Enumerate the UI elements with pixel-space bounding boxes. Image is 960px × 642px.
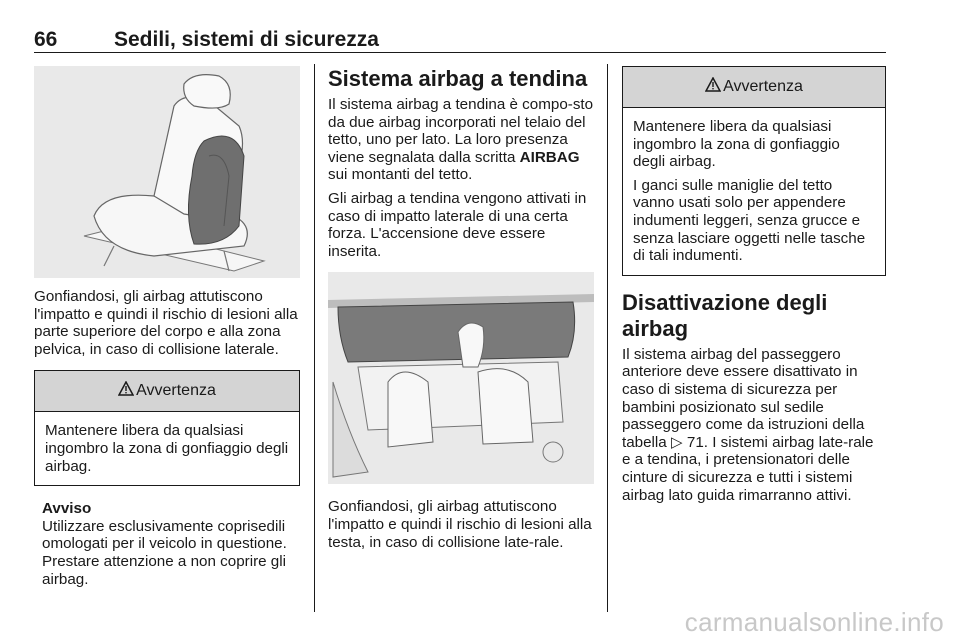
warning-header (623, 67, 885, 108)
arrow-reference-icon: ▷ (670, 433, 687, 451)
curtain-text-a: Il sistema airbag a tendina è compo-sto da due airbag incorporati nel telaio del tetto, uno per lato. La loro presenza viene segnalata dalla scritta (328, 96, 594, 166)
column-middle (328, 66, 596, 551)
warning-title: Avvertenza (723, 78, 803, 95)
page-reference[interactable]: 71 (686, 433, 704, 451)
curtain-airbag-heading: Sistema airbag a tendina (328, 66, 588, 91)
column-divider (314, 64, 315, 612)
warning-box (34, 370, 300, 486)
curtain-airbag-paragraph-2: Gli airbag a tendina vengono attivati in caso di impatto laterale di una certa forza. L'accensione deve essere inserita. (328, 189, 587, 260)
seat-drawing (34, 66, 300, 278)
note-text: Utilizzare esclusivamente coprisedili omologati per il veicolo in questione. Prestare attenzione a non coprire gli airbag. (42, 517, 287, 588)
note-block (34, 500, 300, 588)
column-left (34, 66, 300, 588)
warning-triangle-icon (705, 77, 721, 97)
car-interior-illustration (328, 272, 594, 484)
deactivation-paragraph (622, 346, 886, 504)
deactivation-text-a: Il sistema airbag del passeggero anteriore deve essere disattivato in caso di sistema di sicurezza per bambini posizionato sul sedile passeggero come da istruzioni della tabella (622, 345, 865, 451)
deactivation-heading: Disattivazione degli airbag (622, 289, 828, 341)
watermark: carmanualsonline.info (684, 607, 944, 637)
note-title: Avviso (42, 500, 92, 518)
warning-text-1: Mantenere libera da qualsiasi ingombro la zona di gonfiaggio degli airbag. (633, 118, 840, 171)
deactivation-text-b: . I sistemi airbag late-rale e a tendina, i pretensionatori delle cinture di sicurezza e tutti i sistemi airbag lato guida rimarranno attivi. (622, 433, 874, 504)
warning-body (623, 108, 885, 275)
page-header (34, 26, 886, 53)
seat-figure-caption: Gonfiandosi, gli airbag attutiscono l'impatto e quindi il rischio di lesioni alla parte superiore del corpo e alla zona pelvica, in caso di collisione laterale. (34, 288, 298, 358)
curtain-airbag-paragraph-1 (328, 96, 596, 184)
seat-airbag-illustration (34, 66, 300, 278)
warning-triangle-icon (118, 381, 134, 401)
section-title: Sedili, sistemi di sicurezza (114, 28, 379, 51)
warning-body (35, 412, 299, 485)
column-divider (607, 64, 608, 612)
airbag-label: AIRBAG (519, 148, 580, 166)
warning-text: Mantenere libera da qualsiasi ingombro la zona di gonfiaggio degli airbag. (45, 422, 289, 475)
column-right (622, 66, 886, 504)
car-figure-caption: Gonfiandosi, gli airbag attutiscono l'impatto e quindi il rischio di lesioni alla testa, in caso di collisione late-rale. (328, 498, 592, 551)
curtain-text-b: sui montanti del tetto. (328, 166, 473, 184)
warning-text-2: I ganci sulle maniglie del tetto vanno usati solo per appendere indumenti leggeri, senza grucce e senza lasciare oggetti nelle tasche di tali indumenti. (633, 176, 866, 265)
car-interior-drawing (328, 272, 594, 484)
warning-box (622, 66, 886, 276)
warning-title: Avvertenza (136, 382, 216, 400)
warning-header (35, 371, 299, 412)
page-number: 66 (34, 28, 58, 51)
